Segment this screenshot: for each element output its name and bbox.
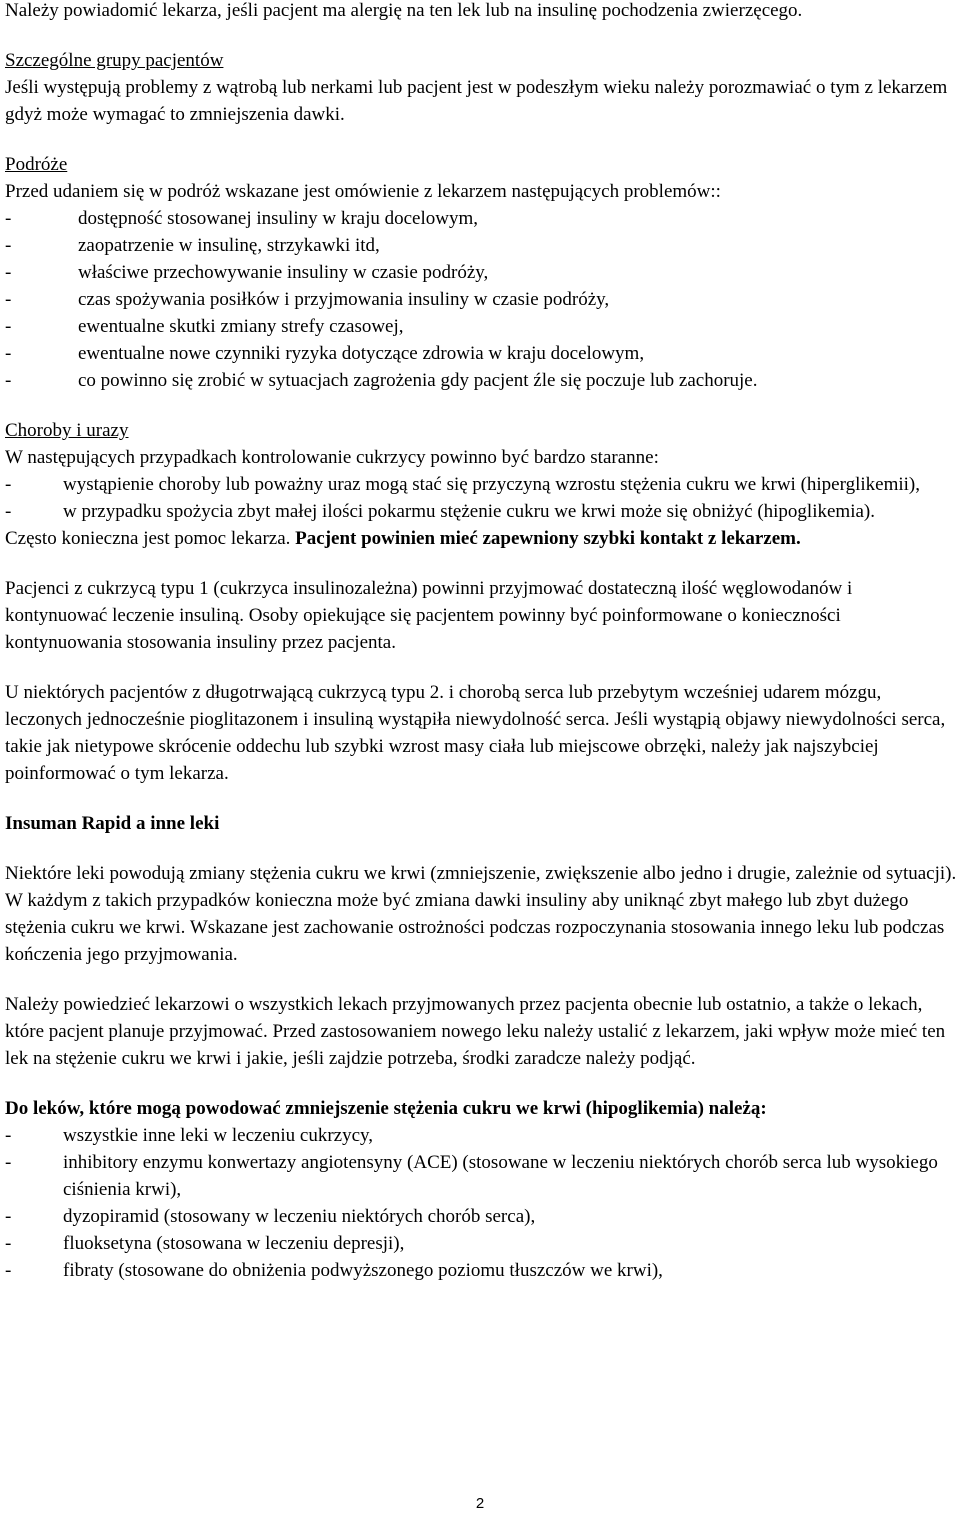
list-dash: -: [5, 1260, 12, 1281]
list-dash: -: [5, 1206, 12, 1227]
list-item-text: w przypadku spożycia zbyt małej ilości pokarmu stężenie cukru we krwi może się obniżyć (hipoglikemia).: [63, 501, 875, 522]
list-item-text: dyzopiramid (stosowany w leczeniu niektórych chorób serca),: [63, 1206, 536, 1227]
list-item: [5, 1203, 957, 1230]
list-dash: -: [5, 235, 12, 256]
list-dash: -: [5, 316, 12, 337]
list-item-text: inhibitory enzymu konwertazy angiotensyny (ACE) (stosowane w leczeniu niektórych chorób serca lub wysokiego ciśnienia krwi),: [63, 1152, 938, 1200]
illness-help-text: Często konieczna jest pomoc lekarza.: [5, 528, 291, 549]
illness-list: [5, 471, 957, 525]
list-item-text: ewentualne skutki zmiany strefy czasowej,: [78, 316, 404, 337]
list-item-text: wystąpienie choroby lub poważny uraz mogą stać się przyczyną wzrostu stężenia cukru we krwi (hiperglikemii),: [63, 474, 920, 495]
list-item-text: dostępność stosowanej insuliny w kraju docelowym,: [78, 208, 479, 229]
list-dash: -: [5, 501, 12, 522]
list-item: [5, 1257, 957, 1284]
hypo-drugs-heading: Do leków, które mogą powodować zmniejszenie stężenia cukru we krwi (hipoglikemia) należą:: [5, 1098, 767, 1119]
list-item-text: czas spożywania posiłków i przyjmowania insuliny w czasie podróży,: [78, 289, 610, 310]
list-dash: -: [5, 262, 12, 283]
list-dash: -: [5, 208, 12, 229]
travel-heading: Podróże: [5, 154, 68, 175]
list-item: [5, 232, 957, 259]
list-dash: -: [5, 1233, 12, 1254]
type2-paragraph: U niektórych pacjentów z długotrwającą cukrzycą typu 2. i chorobą serca lub przebytym wcześniej udarem mózgu, leczonych jednocześnie pioglitazonem i insuliną wystąpiła niewydolność serca. Jeśli wystąpią objawy niewydolności serca, takie jak nietypowe skrócenie oddechu lub szybki wzrost masy ciała lub miejscowe obrzęki, należy jak najszybciej poinformować o tym lekarza.: [5, 682, 946, 784]
other-drugs-paragraph-2: Należy powiedzieć lekarzowi o wszystkich lekach przyjmowanych przez pacjenta obecnie lub ostatnio, a także o lekach, które pacjent planuje przyjmować. Przed zastosowaniem nowego leku należy ustalić z lekarzem, jaki wpływ może mieć ten lek na stężenie cukru we krwi i jakie, jeśli zajdzie potrzeba, środki zaradcze należy podjąć.: [5, 994, 946, 1069]
list-item-text: zaopatrzenie w insulinę, strzykawki itd,: [78, 235, 380, 256]
list-dash: -: [5, 289, 12, 310]
list-item-text: co powinno się zrobić w sytuacjach zagrożenia gdy pacjent źle się poczuje lub zachoruje.: [78, 370, 758, 391]
list-dash: -: [5, 370, 12, 391]
list-item-text: wszystkie inne leki w leczeniu cukrzycy,: [63, 1125, 374, 1146]
hypo-drugs-list: [5, 1122, 957, 1284]
page-number: 2: [475, 1495, 485, 1512]
list-dash: -: [5, 343, 12, 364]
list-item-text: ewentualne nowe czynniki ryzyka dotyczące zdrowia w kraju docelowym,: [78, 343, 645, 364]
list-item: [5, 340, 957, 367]
list-dash: -: [5, 1152, 12, 1173]
other-drugs-paragraph-1: Niektóre leki powodują zmiany stężenia cukru we krwi (zmniejszenie, zwiększenie albo jedno i drugie, zależnie od sytuacji). W każdym z takich przypadków konieczna może być zmiana dawki insuliny aby uniknąć zbyt małego lub zbyt dużego stężenia cukru we krwi. Wskazane jest zachowanie ostrożności podczas rozpoczynania stosowania innego leku lub podczas kończenia jego przyjmowania.: [5, 863, 957, 965]
list-item-text: właściwe przechowywanie insuliny w czasie podróży,: [78, 262, 489, 283]
list-item: [5, 313, 957, 340]
list-item-text: fibraty (stosowane do obniżenia podwyższonego poziomu tłuszczów we krwi),: [63, 1260, 663, 1281]
list-item: [5, 1230, 957, 1257]
list-item: [5, 1122, 957, 1149]
list-dash: -: [5, 1125, 12, 1146]
list-item: [5, 367, 957, 394]
travel-intro: Przed udaniem się w podróż wskazane jest omówienie z lekarzem następujących problemów::: [5, 181, 721, 202]
illness-intro: W następujących przypadkach kontrolowanie cukrzycy powinno być bardzo staranne:: [5, 447, 659, 468]
list-item: [5, 259, 957, 286]
list-item: [5, 205, 957, 232]
list-item-text: fluoksetyna (stosowana w leczeniu depresji),: [63, 1233, 405, 1254]
other-drugs-heading: Insuman Rapid a inne leki: [5, 813, 220, 834]
list-item: [5, 498, 957, 525]
list-item: [5, 286, 957, 313]
list-item: [5, 471, 957, 498]
special-groups-paragraph: Jeśli występują problemy z wątrobą lub nerkami lub pacjent jest w podeszłym wieku należy porozmawiać o tym z lekarzem gdyż może wymagać to zmniejszenia dawki.: [5, 77, 948, 125]
special-groups-heading: Szczególne grupy pacjentów: [5, 50, 224, 71]
illness-help-paragraph: [5, 525, 957, 552]
list-dash: -: [5, 474, 12, 495]
illness-help-bold: Pacjent powinien mieć zapewniony szybki kontakt z lekarzem.: [295, 528, 801, 549]
type1-paragraph: Pacjenci z cukrzycą typu 1 (cukrzyca insulinozależna) powinni przyjmować dostateczną ilość węglowodanów i kontynuować leczenie insuliną. Osoby opiekujące się pacjentem powinny być poinformowane o konieczności kontynuowania stosowania insuliny przez pacjenta.: [5, 578, 853, 653]
list-item: [5, 1149, 957, 1203]
illness-heading: Choroby i urazy: [5, 420, 129, 441]
travel-list: [5, 205, 957, 394]
document-page: [5, 0, 957, 1284]
intro-paragraph: Należy powiadomić lekarza, jeśli pacjent ma alergię na ten lek lub na insulinę pochodzenia zwierzęcego.: [5, 0, 803, 21]
